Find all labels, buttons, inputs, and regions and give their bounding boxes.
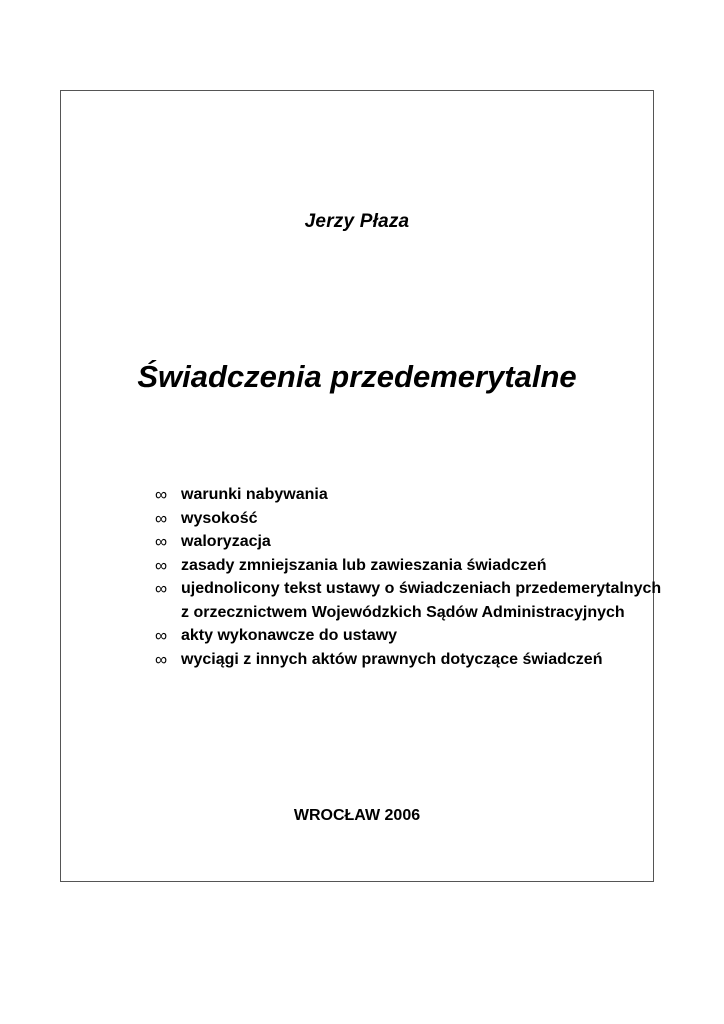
list-item <box>155 554 645 578</box>
list-item <box>155 624 645 648</box>
infinity-bullet-icon: ∞ <box>155 508 168 528</box>
infinity-bullet-icon: ∞ <box>155 579 168 598</box>
list-item <box>155 530 645 554</box>
infinity-bullet-icon: ∞ <box>155 649 168 669</box>
list-item <box>155 648 645 672</box>
infinity-bullet-icon: ∞ <box>155 532 168 551</box>
list-item-text: waloryzacja <box>181 533 271 550</box>
contents-list <box>155 483 662 671</box>
list-item <box>155 577 662 624</box>
author-name: Jerzy Płaza <box>304 211 410 232</box>
list-item-text: akty wykonawcze do ustawy <box>181 627 398 644</box>
list-item-text: ujednolicony tekst ustawy o świadczeniach przedemerytalnych <box>181 580 662 597</box>
list-item-text-continuation: z orzecznictwem Wojewódzkich Sądów Administracyjnych <box>181 603 625 621</box>
infinity-bullet-icon: ∞ <box>155 626 168 645</box>
infinity-bullet-icon: ∞ <box>155 555 168 575</box>
list-item <box>155 483 645 507</box>
page-frame <box>60 90 662 882</box>
list-item-text: wysokość <box>181 509 258 527</box>
list-item <box>155 507 645 531</box>
document-title: Świadczenia przedemerytalne <box>137 359 577 394</box>
place-and-year: WROCŁAW 2006 <box>293 807 421 824</box>
list-item-text: zasady zmniejszania lub zawieszania świadczeń <box>181 556 547 574</box>
list-item-text: warunki nabywania <box>181 486 328 503</box>
list-item-text: wyciągi z innych aktów prawnych dotyczące świadczeń <box>181 650 603 668</box>
infinity-bullet-icon: ∞ <box>155 485 168 504</box>
